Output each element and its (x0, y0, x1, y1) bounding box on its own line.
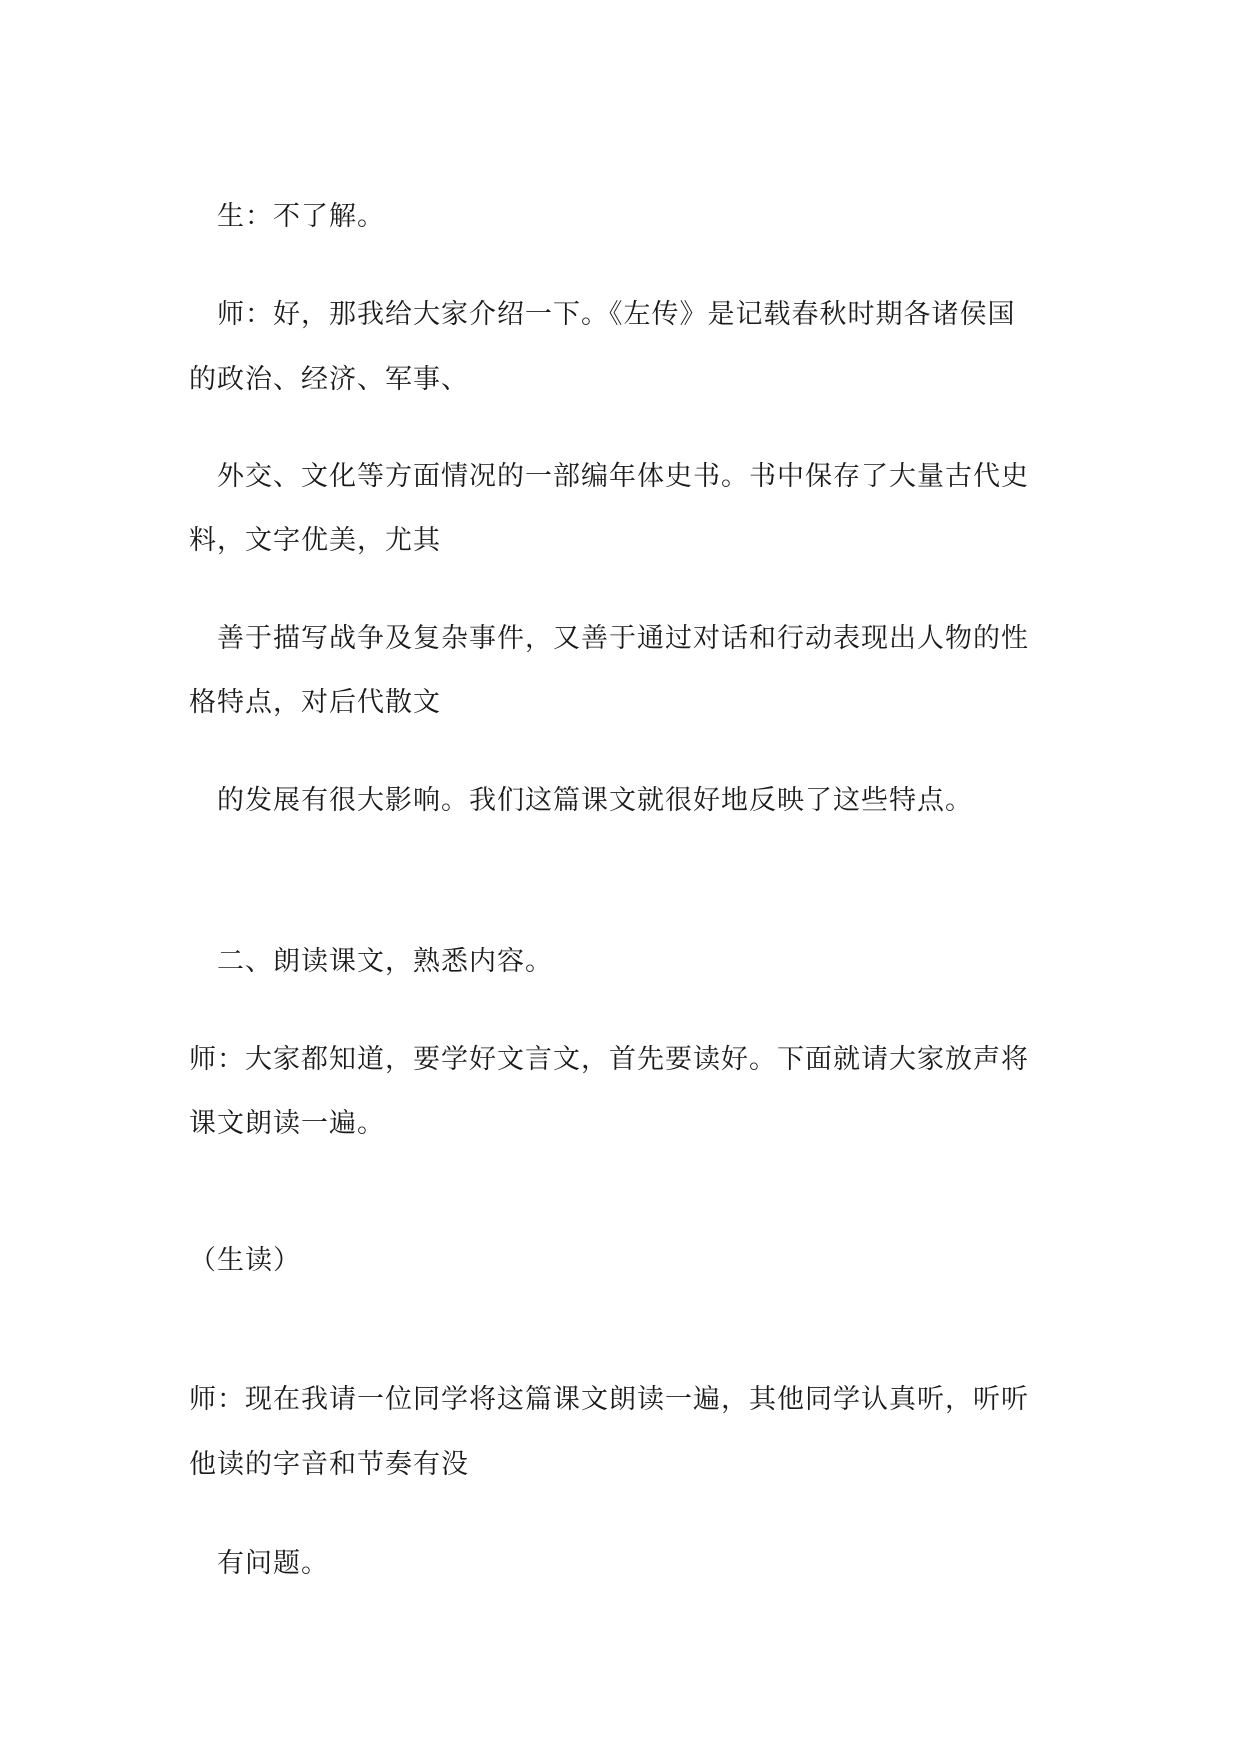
paragraph-line: 生：不了解。 (217, 201, 385, 232)
paragraph-line: 料，文字优美，尤其 (189, 525, 441, 556)
paragraph-line: 外交、文化等方面情况的一部编年体史书。书中保存了大量古代史 (217, 461, 1029, 492)
paragraph-line: 师：现在我请一位同学将这篇课文朗读一遍，其他同学认真听，听听 (189, 1384, 1029, 1415)
paragraph-line: 师：好，那我给大家介绍一下。《左传》是记载春秋时期各诸侯国 (217, 299, 1016, 330)
paragraph-line: 有问题。 (217, 1548, 329, 1579)
paragraph-line: 的发展有很大影响。我们这篇课文就很好地反映了这些特点。 (217, 785, 973, 816)
paragraph-line: 课文朗读一遍。 (189, 1108, 385, 1139)
paragraph-line: 的政治、经济、军事、 (189, 364, 469, 395)
stage-direction: （生读） (189, 1245, 301, 1276)
paragraph-line: 他读的字音和节奏有没 (189, 1449, 469, 1480)
paragraph-line: 师：大家都知道，要学好文言文，首先要读好。下面就请大家放声将 (189, 1044, 1029, 1075)
paragraph-line: 格特点，对后代散文 (189, 687, 441, 718)
section-heading: 二、朗读课文，熟悉内容。 (217, 946, 553, 977)
paragraph-line: 善于描写战争及复杂事件，又善于通过对话和行动表现出人物的性 (217, 623, 1029, 654)
